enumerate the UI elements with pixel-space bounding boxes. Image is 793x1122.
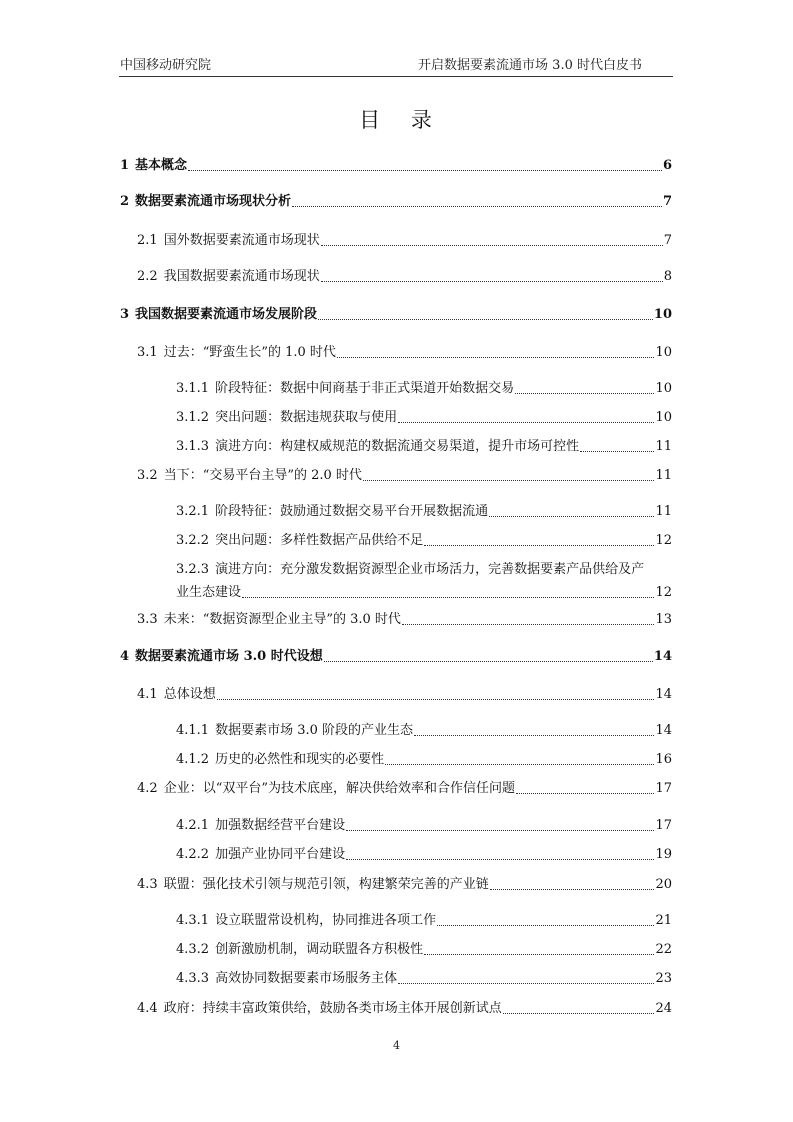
toc-entry-title: 企业：以“双平台”为技术底座，解决供给效率和合作信任问题 [163,781,515,796]
toc-chapter[interactable] [120,648,672,665]
toc-entry-number: 3.2.2 [176,533,210,548]
leader-dots [346,830,654,831]
toc-entry-title: 未来：“数据资源型企业主导”的 3.0 时代 [163,612,401,627]
toc-entry-title-continued: 业生态建设 [176,585,242,600]
leader-dots [580,451,654,452]
toc-entry-number: 4.2.2 [176,847,210,862]
toc-entry[interactable] [176,912,672,929]
toc-entry[interactable] [137,344,672,361]
leader-dots [398,983,654,984]
toc-entry-number: 3.2.3 [176,562,210,577]
header-doc-title: 开启数据要素流通市场 3.0 时代白皮书 [418,58,642,73]
leader-dots [437,925,654,926]
leader-dots [242,597,654,598]
toc-entry-title: 我国数据要素流通市场发展阶段 [135,307,318,322]
toc-entry[interactable] [176,438,672,455]
leader-dots [385,764,654,765]
leader-dots [402,624,655,625]
toc-entry-title: 高效协同数据要素市场服务主体 [215,971,398,986]
leader-dots [398,422,654,423]
toc-entry-number: 4.3 [137,877,158,892]
toc-entry[interactable] [176,561,672,601]
toc-entry[interactable] [137,1000,672,1017]
toc-entry[interactable] [176,380,672,397]
toc-entry-page: 12 [655,533,672,548]
toc-entry-page: 21 [655,913,672,928]
toc-entry-page: 10 [655,381,672,396]
toc-entry[interactable] [137,686,672,703]
leader-dots [363,480,655,481]
toc-entry-page: 12 [655,585,672,600]
toc-entry-title: 演进方向：充分激发数据资源型企业市场活力，完善数据要素产品供给及产 [215,562,645,577]
toc-entry-title: 过去：“野蛮生长”的 1.0 时代 [163,345,336,360]
toc-entry-number: 4.3.3 [176,971,210,986]
toc-entry-title: 历史的必然性和现实的必要性 [215,752,385,767]
toc-entry-title: 加强产业协同平台建设 [215,847,346,862]
leader-dots [424,954,654,955]
toc-entry[interactable] [176,970,672,987]
leader-dots [490,889,655,890]
toc-entry-number: 4.1 [137,687,158,702]
toc-entry-title: 总体设想 [163,687,216,702]
toc-entry[interactable] [137,611,672,628]
toc-entry-title: 设立联盟常设机构，协同推进各项工作 [215,913,437,928]
toc-entry-number: 4.2.1 [176,818,210,833]
header-rule [119,76,673,77]
toc-entry-number: 3.1.2 [176,410,210,425]
toc-entry-title: 政府：持续丰富政策供给，鼓励各类市场主体开展创新试点 [163,1001,502,1016]
leader-dots [321,245,663,246]
toc-entry-number: 4.2 [137,781,158,796]
leader-dots [414,735,654,736]
toc-entry-page: 24 [655,1001,672,1016]
toc-entry-page: 17 [655,781,672,796]
toc-entry-page: 16 [655,752,672,767]
toc-entry-page: 13 [655,612,672,627]
leader-dots [217,699,655,700]
page-number: 4 [393,1039,400,1052]
toc-entry-page: 10 [655,345,672,360]
toc-entry[interactable] [176,817,672,834]
toc-entry-page: 11 [655,468,672,483]
toc-entry[interactable] [137,467,672,484]
toc-entry[interactable] [176,751,672,768]
toc-entry-number: 3.2 [137,468,158,483]
toc-entry-page: 10 [653,307,672,322]
toc-entry-number: 3.3 [137,612,158,627]
toc-entry-title: 联盟：强化技术引领与规范引领，构建繁荣完善的产业链 [163,877,489,892]
toc-entry-number: 4 [120,649,130,664]
toc-entry-page: 7 [663,233,672,248]
toc-entry-title: 国外数据要素流通市场现状 [163,233,320,248]
toc-entry-page: 11 [655,439,672,454]
toc-entry-number: 1 [120,158,130,173]
toc-entry-title: 数据要素市场 3.0 阶段的产业生态 [215,723,414,738]
toc-entry-page: 14 [655,687,672,702]
toc-entry[interactable] [176,532,672,549]
toc-entry[interactable] [176,722,672,739]
toc-entry-page: 19 [655,847,672,862]
toc-entry-number: 3 [120,307,130,322]
leader-dots [188,170,662,171]
toc-entry-number: 3.1.3 [176,439,210,454]
toc-entry-number: 4.4 [137,1001,158,1016]
toc-entry[interactable] [137,780,672,797]
toc-entry-number: 4.1.2 [176,752,210,767]
leader-dots [337,357,655,358]
toc-chapter[interactable] [120,306,672,323]
toc-chapter[interactable] [120,193,672,210]
toc-entry-title: 数据要素流通市场现状分析 [135,194,292,209]
toc-entry-title: 加强数据经营平台建设 [215,818,346,833]
leader-dots [489,516,654,517]
toc-entry-title: 演进方向：构建权威规范的数据流通交易渠道，提升市场可控性 [215,439,580,454]
leader-dots [346,859,654,860]
toc-entry-number: 3.2.1 [176,504,210,519]
toc-entry-title: 阶段特征：鼓励通过数据交易平台开展数据流通 [215,504,489,519]
toc-entry-page: 23 [655,971,672,986]
toc-entry-title: 当下：“交易平台主导”的 2.0 时代 [163,468,362,483]
toc-entry-title: 创新激励机制，调动联盟各方积极性 [215,942,424,957]
toc-entry[interactable] [137,876,672,893]
toc-entry-page: 22 [655,942,672,957]
toc-entry-number: 4.1.1 [176,723,210,738]
toc-entry-number: 4.3.2 [176,942,210,957]
toc-entry-page: 6 [662,158,672,173]
toc-entry-page: 11 [655,504,672,519]
toc-chapter[interactable] [120,157,672,174]
toc-entry-page: 20 [655,877,672,892]
toc-entry-number: 2.2 [137,269,158,284]
leader-dots [292,206,662,207]
toc-entry-page: 10 [655,410,672,425]
toc-entry-title: 突出问题：数据违规获取与使用 [215,410,398,425]
toc-entry[interactable] [176,941,672,958]
toc-entry-number: 2.1 [137,233,158,248]
toc-entry-page: 14 [655,723,672,738]
leader-dots [424,545,654,546]
toc-entry[interactable] [176,503,672,520]
leader-dots [515,393,654,394]
toc-entry-page: 7 [662,194,672,209]
toc-entry-number: 2 [120,194,130,209]
toc-entry-page: 8 [663,269,672,284]
leader-dots [321,281,663,282]
toc-entry-title: 突出问题：多样性数据产品供给不足 [215,533,424,548]
toc-entry[interactable] [137,268,672,285]
toc-entry-number: 4.3.1 [176,913,210,928]
toc-entry-number: 3.1.1 [176,381,210,396]
leader-dots [516,793,654,794]
toc-entry[interactable] [176,409,672,426]
leader-dots [318,319,653,320]
toc-entry-page: 17 [655,818,672,833]
leader-dots [324,661,653,662]
toc-entry-page: 14 [653,649,672,664]
toc-entry[interactable] [137,232,672,249]
leader-dots [503,1013,655,1014]
toc-entry-number: 3.1 [137,345,158,360]
toc-entry[interactable] [176,846,672,863]
toc-title: 目 录 [359,108,444,132]
toc-entry-title: 数据要素流通市场 3.0 时代设想 [135,649,323,664]
toc-entry-title: 阶段特征：数据中间商基于非正式渠道开始数据交易 [215,381,515,396]
header-org: 中国移动研究院 [120,58,212,73]
toc-entry-title: 我国数据要素流通市场现状 [163,269,320,284]
toc-entry-title: 基本概念 [135,158,188,173]
